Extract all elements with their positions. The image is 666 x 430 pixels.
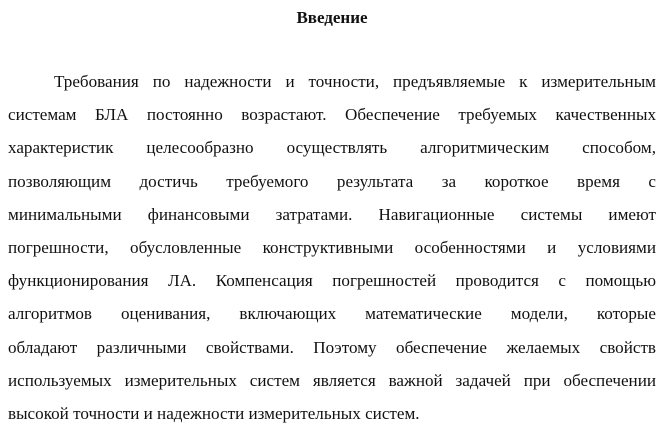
paragraph-line-2: системам БЛА постоянно возрастают. Обеспечение требуемых качественных <box>8 105 656 125</box>
paragraph-line-9: обладают различными свойствами. Поэтому обеспечение желаемых свойств <box>8 337 656 357</box>
section-title: Введение <box>296 8 368 27</box>
paragraph-line-4: позволяющим достичь требуемого результата за короткое время с <box>8 171 656 191</box>
paragraph-line-7: функционирования ЛА. Компенсация погрешностей проводится с помощью <box>8 271 656 291</box>
paragraph-line-3: характеристик целесообразно осуществлять алгоритмическим способом, <box>8 138 656 158</box>
paragraph-line-11: высокой точности и надежности измерительных систем. <box>8 403 420 423</box>
paragraph-line-8: алгоритмов оценивания, включающих математические модели, которые <box>8 304 656 324</box>
paragraph-line-10: используемых измерительных систем является важной задачей при обеспечении <box>8 370 656 390</box>
intro-paragraph <box>8 65 656 430</box>
paragraph-line-1: Требования по надежности и точности, предъявляемые к измерительным <box>54 72 656 91</box>
paragraph-line-6: погрешности, обусловленные конструктивными особенностями и условиями <box>8 237 656 257</box>
paragraph-line-5: минимальными финансовыми затратами. Навигационные системы имеют <box>8 204 656 224</box>
